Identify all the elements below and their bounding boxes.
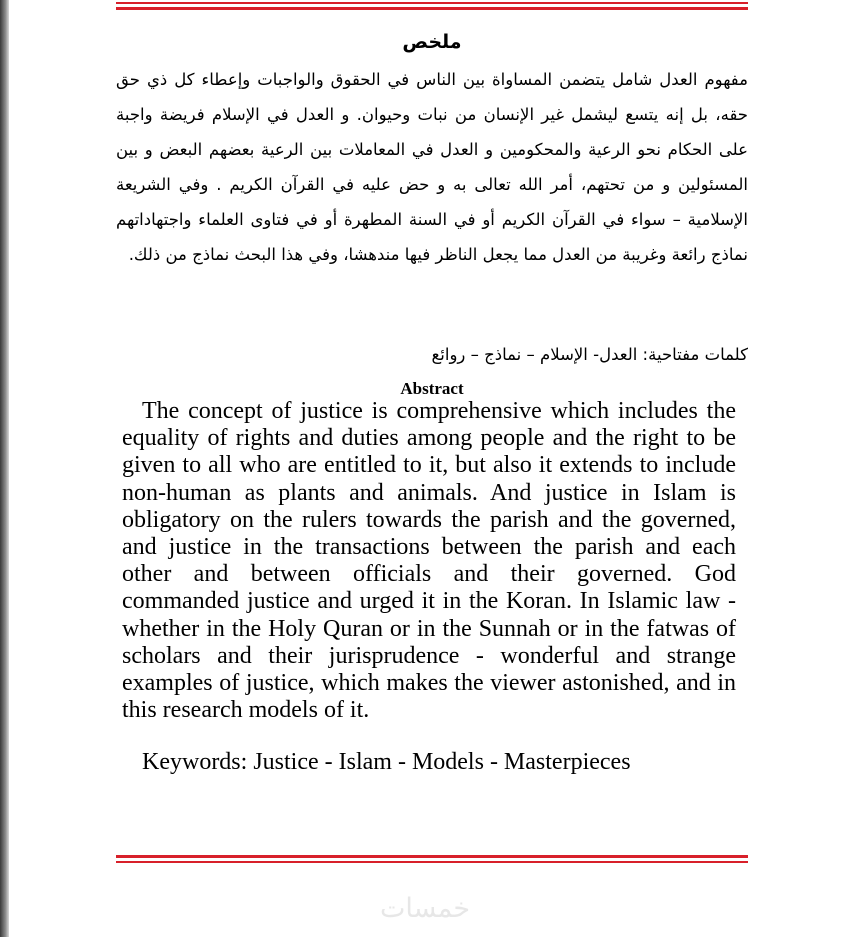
english-abstract-body: The concept of justice is comprehensive which includes the equality of rights and duties among people and the right to be given to all who are entitled to it, but also it extends to include non-human as plants and animals. And justice in Islam is obligatory on the rulers towards the parish and the governed, and justice in the transactions between the parish and each other and between officials and their governed. God commanded justice and urged it in the Koran. In Islamic law - whether in the Holy Quran or in the Sunnah or in the fatwas of scholars and their jurisprudence - wonderful and strange examples of justice, which makes the viewer astonished, and in this research models of it. — [122, 398, 736, 724]
english-keywords: Keywords: Justice - Islam - Models - Masterpieces — [142, 749, 631, 775]
arabic-keywords: كلمات مفتاحية: العدل- الإسلام – نماذج – روائع — [431, 345, 748, 364]
header-rule — [116, 2, 748, 4]
page-edge-shadow — [0, 0, 9, 937]
header-rule — [116, 7, 748, 10]
footer-rule — [116, 861, 748, 863]
arabic-abstract-body: مفهوم العدل شامل يتضمن المساواة بين الناس في الحقوق والواجبات وإعطاء كل ذي حق حقه، بل إنه يتسع ليشمل غير الإنسان من نبات وحيوان. و العدل في الإسلام فريضة واجبة على الحكام نحو الرعية والمحكومين و العدل في المعاملات بين الرعية بعضهم البعض و بين المسئولين و من تحتهم، أمر الله تعالى به و حض عليه في القرآن الكريم . وفي الشريعة الإسلامية – سواء في القرآن الكريم أو في السنة المطهرة أو في فتاوى العلماء واجتهاداتهم نماذج رائعة وغريبة من العدل مما يجعل الناظر فيها مندهشا، وفي هذا البحث نماذج من ذلك. — [116, 70, 748, 264]
english-abstract-title: Abstract — [400, 379, 464, 398]
watermark-logo: خمسات — [379, 893, 471, 924]
arabic-abstract-title: ملخص — [402, 31, 462, 53]
footer-rule — [116, 855, 748, 858]
